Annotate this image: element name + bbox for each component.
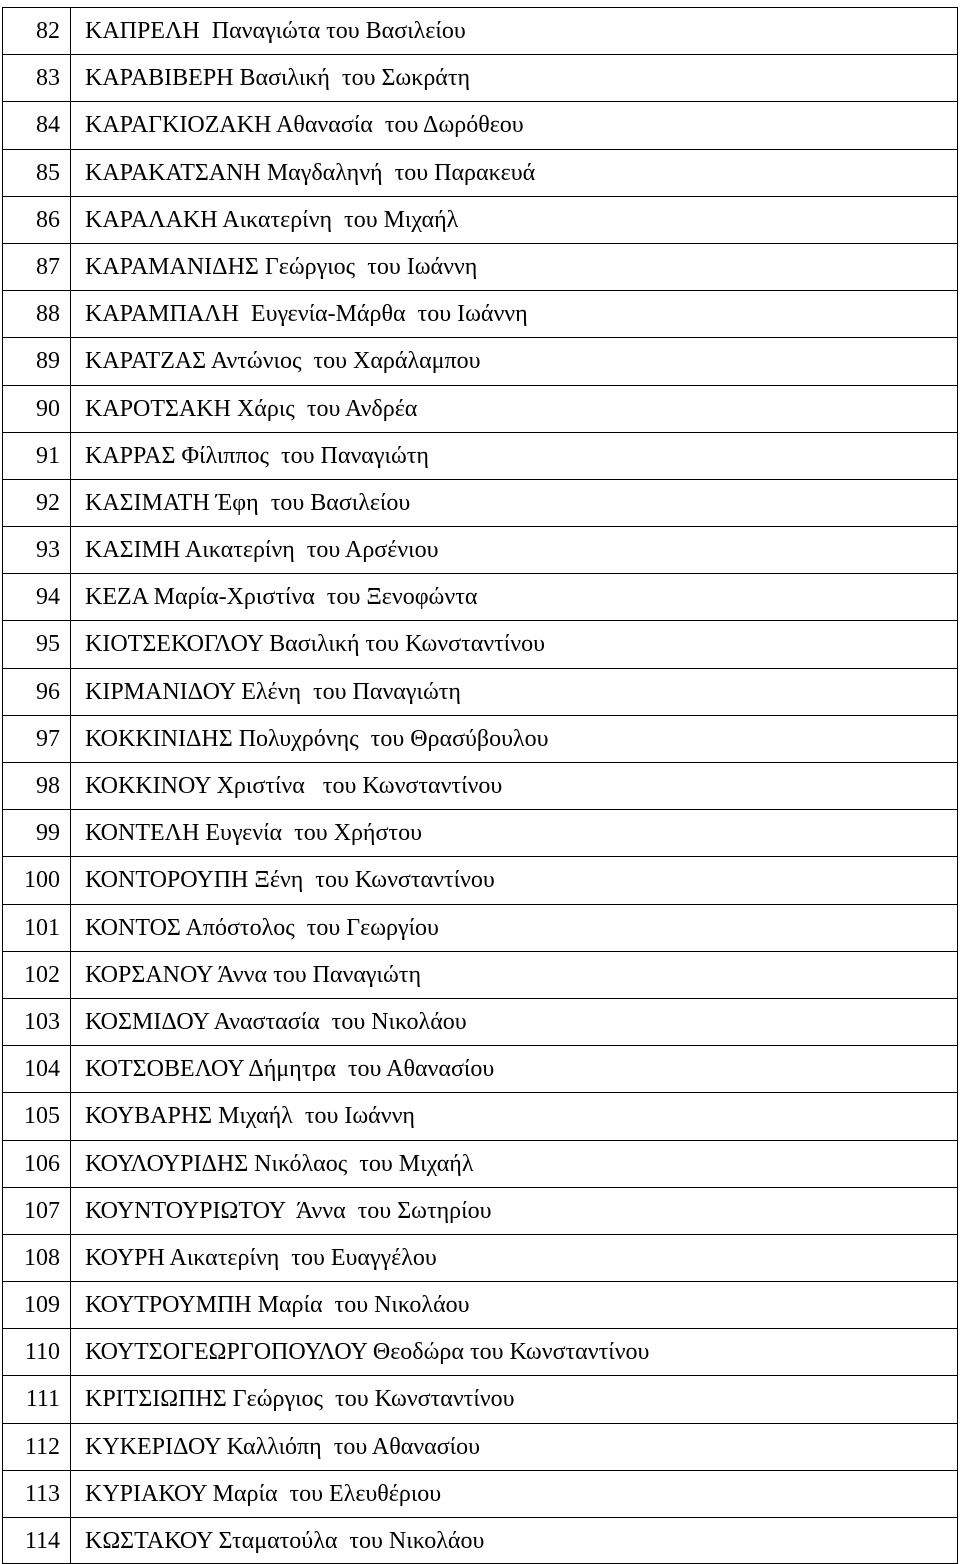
row-number: 85 [3, 150, 71, 196]
person-name: ΚΟΥΤΣΟΓΕΩΡΓΟΠΟΥΛΟΥ Θεοδώρα του Κωνσταντίνου [85, 1339, 650, 1366]
person-name: ΚΟΝΤΟΡΟΥΠΗ Ξένη του Κωνσταντίνου [85, 867, 495, 894]
person-name: ΚΡΙΤΣΙΩΠΗΣ Γεώργιος του Κωνσταντίνου [85, 1386, 515, 1413]
person-name: ΚΑΡΡΑΣ Φίλιππος του Παναγιώτη [85, 442, 429, 469]
person-name: ΚΑΣΙΜΗ Αικατερίνη του Αρσένιου [85, 537, 439, 564]
row-number: 113 [3, 1471, 71, 1517]
row-number: 97 [3, 716, 71, 762]
row-number: 93 [3, 527, 71, 573]
person-name: ΚΟΚΚΙΝΙΔΗΣ Πολυχρόνης του Θρασύβουλου [85, 725, 549, 752]
person-name: ΚΑΡΑΛΑΚΗ Αικατερίνη του Μιχαήλ [85, 206, 459, 233]
person-name: ΚΟΥΛΟΥΡΙΔΗΣ Νικόλαος του Μιχαήλ [85, 1150, 474, 1177]
table-row [3, 196, 957, 243]
row-number: 103 [3, 999, 71, 1045]
person-name: ΚΥΡΙΑΚΟΥ Μαρία του Ελευθέριου [85, 1480, 442, 1507]
table-row [3, 385, 957, 432]
person-name: ΚΩΣΤΑΚΟΥ Σταματούλα του Νικολάου [85, 1528, 485, 1554]
table-row [3, 809, 957, 856]
row-number: 94 [3, 574, 71, 620]
person-name: ΚΙΟΤΣΕΚΟΓΛΟΥ Βασιλική του Κωνσταντίνου [85, 631, 545, 658]
person-name: ΚΑΡΑΒΙΒΕΡΗ Βασιλική του Σωκράτη [85, 65, 471, 92]
row-number: 92 [3, 480, 71, 526]
person-name: ΚΟΥΡΗ Αικατερίνη του Ευαγγέλου [85, 1244, 437, 1271]
row-number: 101 [3, 905, 71, 951]
row-number: 89 [3, 338, 71, 384]
person-name: ΚΟΡΣΑΝΟΥ Άννα του Παναγιώτη [85, 961, 421, 988]
person-name: ΚΑΠΡΕΛΗ Παναγιώτα του Βασιλείου [85, 18, 466, 44]
row-number: 100 [3, 857, 71, 903]
table-row [3, 290, 957, 337]
row-number: 111 [3, 1376, 71, 1422]
table-row [3, 762, 957, 809]
row-number: 106 [3, 1141, 71, 1187]
person-name: ΚΕΖΑ Μαρία-Χριστίνα του Ξενοφώντα [85, 584, 478, 611]
person-name: ΚΑΣΙΜΑΤΗ Έφη του Βασιλείου [85, 489, 411, 516]
person-name: ΚΑΡΑΤΖΑΣ Αντώνιος του Χαράλαμπου [85, 348, 481, 375]
row-number: 88 [3, 291, 71, 337]
person-name: ΚΑΡΟΤΣΑΚΗ Χάρις του Ανδρέα [85, 395, 418, 422]
table-row [3, 1281, 957, 1328]
person-name: ΚΑΡΑΓΚΙΟΖΑΚΗ Αθανασία του Δωρόθεου [85, 112, 524, 139]
table-row [3, 1187, 957, 1234]
person-name: ΚΥΚΕΡΙΔΟΥ Καλλιόπη του Αθανασίου [85, 1433, 481, 1460]
row-number: 112 [3, 1424, 71, 1470]
row-number: 95 [3, 621, 71, 667]
row-number: 98 [3, 763, 71, 809]
table-row [3, 1234, 957, 1281]
table-row [3, 951, 957, 998]
row-number: 114 [3, 1518, 71, 1563]
person-name: ΚΑΡΑΜΠΑΛΗ Ευγενία-Μάρθα του Ιωάννη [85, 301, 528, 328]
row-number: 110 [3, 1329, 71, 1375]
person-name: ΚΟΤΣΟΒΕΛΟΥ Δήμητρα του Αθανασίου [85, 1056, 495, 1083]
row-number: 83 [3, 55, 71, 101]
row-number: 108 [3, 1235, 71, 1281]
row-number: 107 [3, 1188, 71, 1234]
table-row [3, 54, 957, 101]
table-row [3, 7, 957, 54]
names-table [2, 7, 958, 1564]
table-row [3, 1140, 957, 1187]
table-row [3, 432, 957, 479]
table-row [3, 479, 957, 526]
table-row [3, 1092, 957, 1139]
person-name: ΚΟΥΝΤΟΥΡΙΩΤΟΥ Άννα του Σωτηρίου [85, 1197, 492, 1224]
table-row [3, 149, 957, 196]
table-row [3, 573, 957, 620]
row-number: 84 [3, 102, 71, 148]
row-number: 105 [3, 1093, 71, 1139]
table-row [3, 337, 957, 384]
table-row [3, 668, 957, 715]
row-number: 90 [3, 386, 71, 432]
row-number: 91 [3, 433, 71, 479]
table-row [3, 1375, 957, 1422]
table-row [3, 904, 957, 951]
table-row [3, 1470, 957, 1517]
row-number: 109 [3, 1282, 71, 1328]
table-row [3, 715, 957, 762]
row-number: 102 [3, 952, 71, 998]
table-row [3, 101, 957, 148]
person-name: ΚΑΡΑΜΑΝΙΔΗΣ Γεώργιος του Ιωάννη [85, 253, 478, 280]
person-name: ΚΟΝΤΟΣ Απόστολος του Γεωργίου [85, 914, 439, 941]
person-name: ΚΟΥΒΑΡΗΣ Μιχαήλ του Ιωάννη [85, 1103, 415, 1130]
row-number: 87 [3, 244, 71, 290]
table-row [3, 1045, 957, 1092]
person-name: ΚΟΚΚΙΝΟΥ Χριστίνα του Κωνσταντίνου [85, 773, 503, 799]
row-number: 86 [3, 197, 71, 243]
table-row [3, 856, 957, 903]
row-number: 82 [3, 8, 71, 54]
person-name: ΚΑΡΑΚΑΤΣΑΝΗ Μαγδαληνή του Παρακευά [85, 159, 536, 186]
table-row [3, 243, 957, 290]
table-row [3, 1328, 957, 1375]
person-name: ΚΟΥΤΡΟΥΜΠΗ Μαρία του Νικολάου [85, 1292, 470, 1319]
table-row [3, 526, 957, 573]
row-number: 99 [3, 810, 71, 856]
person-name: ΚΟΝΤΕΛΗ Ευγενία του Χρήστου [85, 820, 422, 847]
person-name: ΚΙΡΜΑΝΙΔΟΥ Ελένη του Παναγιώτη [85, 678, 461, 705]
table-row [3, 1517, 957, 1564]
table-row [3, 620, 957, 667]
table-row [3, 1423, 957, 1470]
person-name: ΚΟΣΜΙΔΟΥ Αναστασία του Νικολάου [85, 1008, 467, 1035]
table-row [3, 998, 957, 1045]
row-number: 96 [3, 669, 71, 715]
row-number: 104 [3, 1046, 71, 1092]
